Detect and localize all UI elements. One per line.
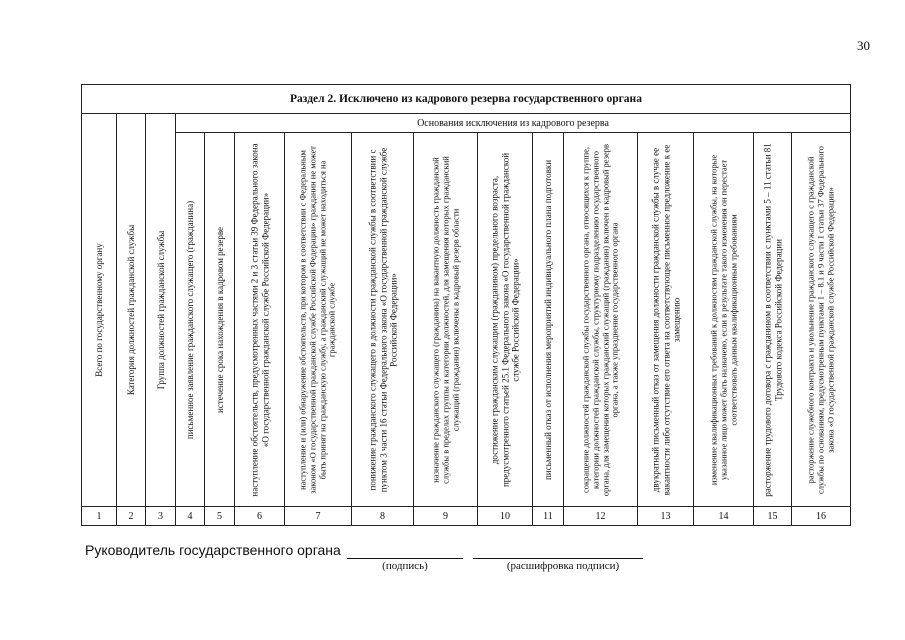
col-header-14: изменение квалификационных требований к должностям гражданской службы, на которые указанное лицо может быть назначено, если в результате такого изменения он перестает соответствовать данным квалификационным требованиям <box>694 133 754 507</box>
col-header-9: назначение гражданского служащего (гражданина) на вакантную должность гражданской службы в пределах группы и категории должностей, для замещения которых гражданский служащий (гражданин) включены в кадровый резерв области <box>414 133 478 507</box>
signature-line[interactable] <box>347 558 463 559</box>
col-number-11: 11 <box>533 507 564 526</box>
col-number-16: 16 <box>792 507 851 526</box>
group-header: Основания исключения из кадрового резерва <box>176 114 851 133</box>
section-title: Раздел 2. Исключено из кадрового резерва государственного органа <box>82 85 851 114</box>
page-number: 30 <box>857 38 870 53</box>
col-header-8: понижение гражданского служащего в должности гражданской службы в соответствии с пунктом 3 части 16 статьи Федерального закона «О государственной гражданской службе Российской Федерации» <box>352 133 414 507</box>
col-header-4: письменное заявление гражданского служащего (гражданина) <box>176 133 205 507</box>
col-number-3: 3 <box>146 507 176 526</box>
col-header-3: Группа должностей гражданской службы <box>146 114 176 507</box>
col-number-2: 2 <box>117 507 146 526</box>
col-header-7: наступление и (или) обнаружение обстоятельств, при котором в соответствии с Федеральным законом «О государственной гражданской службе Российской Федерации» гражданин не может быть принят на гражданскую службу, а гражданский служащий не может находиться на гражданской службе <box>285 133 352 507</box>
col-header-1: Всего по государственному органу <box>82 114 117 507</box>
signature-label: Руководитель государственного органа <box>85 542 341 558</box>
col-header-5: истечение срока нахождения в кадровом резерве <box>205 133 235 507</box>
col-number-4: 4 <box>176 507 205 526</box>
col-number-8: 8 <box>352 507 414 526</box>
col-number-7: 7 <box>285 507 352 526</box>
decryption-caption: (расшифровка подписи) <box>506 560 620 572</box>
col-header-15: расторжение трудового договора с гражданином в соответствии с пунктами 5 – 11 статьи 81 Трудового кодекса Российской Федерации <box>754 133 792 507</box>
col-header-16: расторжение служебного контракта и увольнение гражданского служащего с гражданской службы по основаниям, предусмотренным пунктами 1 – 8.1 и 9 части 1 статьи 37 Федерального закона «О государственной гражданской службе Российской Федерации» <box>792 133 851 507</box>
col-header-12: сокращение должностей гражданской службы государственного органа, относящихся к группе, категории должностей гражданской службы, структурному подразделению государственного органа, для замещения которых гражданский служащий (гражданин) включен в кадровый резерв органа, а также упразднение государственного органа <box>564 133 638 507</box>
col-number-9: 9 <box>414 507 478 526</box>
report-table <box>81 84 851 526</box>
col-number-14: 14 <box>694 507 754 526</box>
col-header-6: наступление обстоятельств, предусмотренных частями 2 и 3 статьи 39 Федерального закона «О государственной гражданской службе Российской Федерации» <box>235 133 285 507</box>
col-number-15: 15 <box>754 507 792 526</box>
col-header-13: двукратный письменный отказ от замещения должности гражданской службы в случае ее вакантности либо отсутствие его ответа на соответствующее письменное предложение к ее замещению <box>638 133 694 507</box>
signature-caption: (подпись) <box>382 560 428 572</box>
col-number-10: 10 <box>478 507 533 526</box>
col-number-5: 5 <box>205 507 235 526</box>
decryption-line[interactable] <box>473 558 643 559</box>
col-header-2: Категория должностей гражданской службы <box>117 114 146 507</box>
signature-block <box>85 538 665 578</box>
col-number-6: 6 <box>235 507 285 526</box>
col-number-12: 12 <box>564 507 638 526</box>
col-header-10: достижение гражданским служащим (гражданином) предельного возраста, предусмотренного статьей 25.1 Федерального закона «О государственной гражданской службе Российской Федерации» <box>478 133 533 507</box>
col-number-13: 13 <box>638 507 694 526</box>
col-number-1: 1 <box>82 507 117 526</box>
col-header-11: письменный отказ от исполнения мероприятий индивидуального плана подготовки <box>533 133 564 507</box>
